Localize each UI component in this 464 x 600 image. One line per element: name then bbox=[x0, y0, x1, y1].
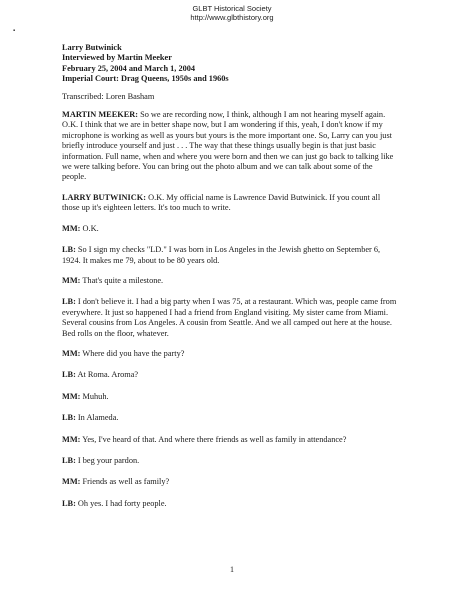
dialogue-paragraph bbox=[62, 392, 398, 402]
stray-mark: ▪ bbox=[13, 28, 16, 34]
title-block bbox=[62, 43, 398, 85]
speaker-label: LB: bbox=[62, 498, 76, 508]
speaker-label: MARTIN MEEKER: bbox=[62, 110, 138, 120]
dialogue-text: That's quite a milestone. bbox=[80, 275, 164, 285]
speaker-label: MM: bbox=[62, 477, 81, 487]
page-number: 1 bbox=[230, 565, 234, 574]
dialogue-paragraph bbox=[62, 224, 398, 234]
dialogue-paragraph bbox=[62, 499, 398, 509]
speaker-label: LB: bbox=[62, 370, 76, 380]
dialogue-text: I beg your pardon. bbox=[75, 455, 140, 465]
speaker-label: LARRY BUTWINICK: bbox=[62, 192, 146, 202]
dialogue-paragraph bbox=[62, 193, 398, 214]
speaker-label: MM: bbox=[62, 275, 81, 285]
dialogue-text: Friends as well as family? bbox=[80, 477, 170, 487]
title-line-subject: Imperial Court: Drag Queens, 1950s and 1960s bbox=[62, 74, 229, 84]
title-line-interviewee: Larry Butwinick bbox=[62, 43, 122, 52]
title-line-dates: February 25, 2004 and March 1, 2004 bbox=[62, 63, 196, 73]
dialogue-text: O.K. My official name is Lawrence David Butwinick. If you count all those up it's eighteen letters. It's too much to write. bbox=[62, 192, 381, 213]
dialogue-paragraph bbox=[62, 456, 398, 466]
transcriber-line: Transcribed: Loren Basham bbox=[62, 91, 155, 101]
dialogue-text: So we are recording now, I think, although I am not hearing myself again. O.K. I think that we are in better shape now, but I am wondering if this, yeah, I don't know if my microphone is working as well as yours but yours is the more important one. So, Larry can you just briefly introduce yourself and just . . . The way that these things usually begin is that just basic information. Full name, when and where you were born and then we can just go back to talking like we were talking before. You can bring out the photo album and we can talk about some of the people. bbox=[62, 110, 394, 182]
dialogue-paragraph bbox=[62, 245, 398, 266]
dialogue-paragraph bbox=[62, 110, 398, 183]
speaker-label: MM: bbox=[62, 223, 81, 233]
dialogue-text: Where did you have the party? bbox=[80, 348, 185, 358]
speaker-label: MM: bbox=[62, 348, 81, 358]
dialogue-paragraph bbox=[62, 435, 398, 445]
dialogue-text: I don't believe it. I had a big party when I was 75, at a restaurant. Which was, people came from everywhere. It just so happened I had a friend from England visiting. My sister came from Miami. Several cousins from Los Angeles. A cousin from Seattle. And we all camped out here at the house. Bed rolls on the floor, whatever. bbox=[62, 297, 397, 338]
header-url[interactable]: http://www.glbthistory.org bbox=[190, 13, 274, 22]
speaker-label: MM: bbox=[62, 434, 81, 444]
dialogue-paragraph bbox=[62, 276, 398, 286]
dialogue-text: Muhuh. bbox=[80, 391, 109, 401]
page-header bbox=[0, 4, 464, 22]
dialogue-text: O.K. bbox=[80, 223, 99, 233]
dialogue-text: At Roma. Aroma? bbox=[75, 370, 139, 380]
speaker-label: LB: bbox=[62, 455, 76, 465]
dialogue-paragraph bbox=[62, 413, 398, 423]
dialogue-text: In Alameda. bbox=[75, 413, 119, 423]
header-organization: GLBT Historical Society bbox=[192, 4, 272, 13]
dialogue-text: Yes, I've heard of that. And where there friends as well as family in attendance? bbox=[80, 434, 347, 444]
speaker-label: LB: bbox=[62, 297, 76, 307]
title-line-interviewer: Interviewed by Martin Meeker bbox=[62, 53, 172, 63]
dialogue-text: Oh yes. I had forty people. bbox=[75, 498, 167, 508]
speaker-label: LB: bbox=[62, 413, 76, 423]
dialogue-paragraph bbox=[62, 370, 398, 380]
transcript-body bbox=[62, 43, 398, 520]
dialogue-text: So I sign my checks "LD." I was born in Los Angeles in the Jewish ghetto on September 6, 1924. It makes me 79, about to be 80 years old. bbox=[62, 245, 381, 265]
speaker-label: LB: bbox=[62, 245, 76, 255]
speaker-label: MM: bbox=[62, 391, 81, 401]
dialogue-paragraph bbox=[62, 297, 398, 339]
dialogue-paragraph bbox=[62, 477, 398, 487]
dialogue-paragraph bbox=[62, 349, 398, 359]
